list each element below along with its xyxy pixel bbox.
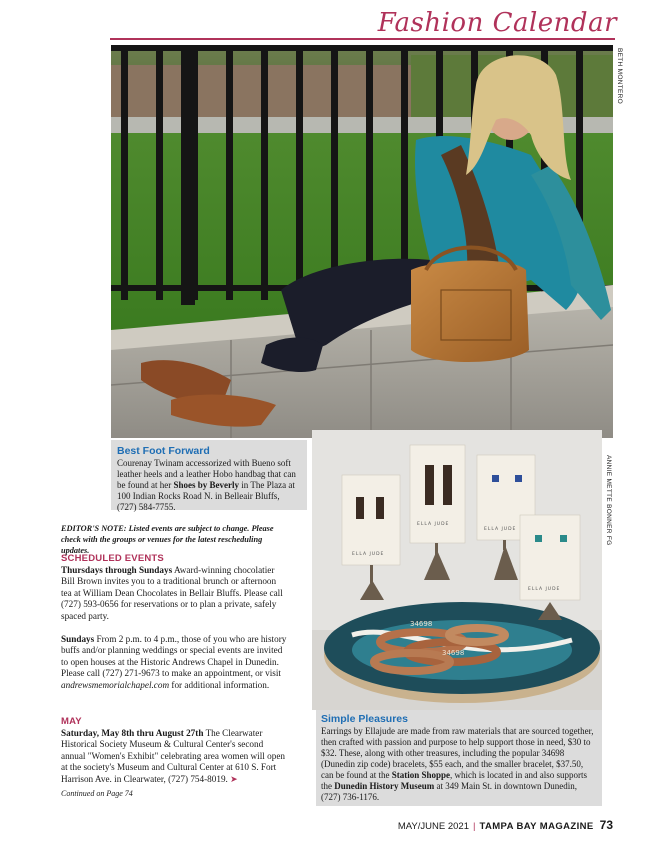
fashion-photo	[111, 45, 613, 438]
section-heading: MAY	[61, 716, 82, 727]
photo-credit: ANNIE METTE BONNER FG	[605, 455, 612, 546]
fashion-photo-illustration	[111, 45, 613, 438]
caption-simple-pleasures	[316, 710, 602, 806]
caption-title: Simple Pleasures	[321, 713, 408, 725]
caption-body: Courenay Twinam accessorized with Bueno soft leather heels and a leather Hobo handbag that can be found at her Shoes by Beverly in The Plaza at 100 Indian Rocks Road N. in Belleair Bluffs, (727) 584-7755.	[117, 458, 296, 512]
jewelry-photo-illustration	[312, 430, 602, 710]
photo-credit: BETH MONTERO	[616, 48, 623, 104]
continue-arrow-icon: ➤	[230, 773, 238, 784]
event-item: Thursdays through Sundays Award-winning chocolatier Bill Brown invites you to a traditional brunch or afternoon tea at William Dean Chocolates in Bellair Bluffs. Please call (727) 593-0656 for reservations or to plan a private, safely spaced party.	[61, 564, 283, 621]
header-rule	[110, 38, 615, 40]
may-events	[61, 716, 289, 799]
section-title: Fashion Calendar	[377, 8, 617, 38]
continued-note: Continued on Page 74	[61, 788, 133, 798]
card-brand-2: ELLA JUDE	[417, 522, 450, 527]
jewelry-photo	[312, 430, 602, 710]
page-footer	[398, 818, 613, 832]
section-heading: SCHEDULED EVENTS	[61, 553, 164, 564]
caption-best-foot-forward	[111, 440, 307, 510]
store-name: Shoes by Beverly	[173, 480, 239, 490]
caption-body: Earrings by Ellajude are made from raw materials that are sourced together, then crafted with passion and purpose to help support those in need, $30 to $32. These, along with other treasures, including the popular 34698 (Dunedin zip code) bracelets, $55 each, and the smaller bracelet, $37.50, can be found at the Station Shoppe, which is located in and also supports the Dunedin History Museum at 349 Main St. in downtown Dunedin, (727) 736-1176.	[321, 726, 594, 802]
website-link[interactable]: andrewsmemorialchapel.com	[61, 679, 170, 690]
scheduled-events	[61, 553, 289, 692]
card-brand-1: ELLA JUDE	[352, 552, 385, 557]
editor-note: EDITOR'S NOTE: Listed events are subject to change. Please check with the groups or venues for the latest rescheduling updates.	[61, 524, 274, 555]
caption-title: Best Foot Forward	[117, 445, 210, 457]
store-name: Station Shoppe	[391, 770, 451, 780]
magazine-name: TAMPA BAY MAGAZINE	[479, 821, 594, 832]
card-brand-4: ELLA JUDE	[528, 587, 561, 592]
issue-date: MAY/JUNE 2021	[397, 821, 469, 832]
store-name: Dunedin History Museum	[334, 781, 435, 791]
event-item: Sundays From 2 p.m. to 4 p.m., those of you who are history buffs and/or planning weddings or special events are invited to open houses at the Historic Andrews Chapel in Dunedin. Please call (727) 271-9673 to make an appointment, or visit andrewsmemorialchapel.com for additional information.	[61, 633, 287, 690]
event-item: Saturday, May 8th thru August 27th The Clearwater Historical Society Museum & Cultural Center's second annual "Women's Exhibit" celebrating area women will open at the society's Museum and Cultural Center at 610 S. Fort Harrison Ave. in Clearwater, (727) 754-8019. ➤	[61, 727, 285, 784]
page-number: 73	[599, 818, 613, 832]
bracelet-stamp: 34698	[442, 649, 465, 657]
footer-separator: |	[473, 821, 476, 832]
card-brand-3: ELLA JUDE	[484, 527, 517, 532]
bracelet-stamp: 34698	[410, 620, 433, 628]
